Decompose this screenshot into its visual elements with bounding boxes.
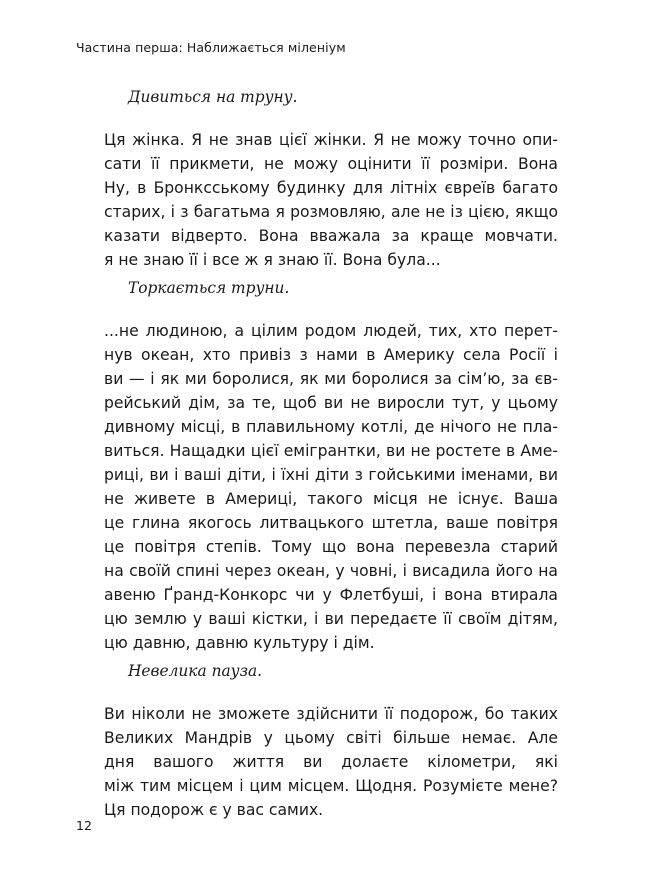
text-line: дня вашого життя ви долаєте кілометри, які (104, 753, 558, 771)
text-line: Ви ніколи не зможете здійснити її подорож, бо таких (104, 705, 558, 723)
running-head: Частина перша: Наближається міленіум (76, 40, 346, 55)
text-line: Великих Мандрів у цьому світі більше немає. Але (104, 729, 558, 747)
text-line: це глина якогось литвацького штетла, ваше повітря (104, 514, 558, 532)
text-line: авеню Ґранд-Конкорс чи у Флетбуші, і вона втирала (104, 586, 558, 604)
text-line: дивному місці, в плавильному котлі, де нічого не пла- (104, 418, 558, 436)
text-line: я не знаю її і все ж я знаю її. Вона була... (104, 251, 441, 269)
stage-direction: Дивиться на труну. (128, 88, 298, 106)
text-line: сати її прикмети, не можу оцінити її розміри. Вона (104, 155, 558, 173)
text-line: Ця жінка. Я не знав цієї жінки. Я не можу точно опи- (104, 131, 558, 149)
text-line: ...не людиною, а цілим родом людей, тих, хто перет- (104, 322, 558, 340)
text-line: це повітря степів. Тому що вона перевезла старий (104, 538, 558, 556)
text-line: виться. Нащадки цієї емігрантки, ви не ростете в Аме- (104, 442, 558, 460)
text-line: цю землю у ваші кістки, і ви передаєте її своїм дітям, (104, 610, 558, 628)
text-line: Ця подорож є у вас самих. (104, 801, 324, 819)
text-line: рейський дім, за те, щоб ви не виросли тут, у цьому (104, 394, 558, 412)
text-line: нув океан, хто привіз з нами в Америку села Росії і (104, 346, 558, 364)
text-line: риці, ви і ваші діти, і їхні діти з гойськими іменами, ви (104, 466, 558, 484)
text-line: казати відверто. Вона вважала за краще мовчати. (104, 227, 558, 245)
stage-direction: Торкається труни. (128, 279, 290, 297)
stage-direction: Невелика пауза. (128, 662, 263, 680)
text-line: між тим місцем і цим місцем. Щодня. Розумієте мене? (104, 777, 558, 795)
text-line: не живете в Америці, такого місця не існує. Ваша (104, 490, 558, 508)
text-line: Ну, в Бронксському будинку для літніх євреїв багато (104, 179, 558, 197)
text-line: ви — і як ми боролися, як ми боролися за сім’ю, за єв- (104, 370, 558, 388)
text-line: на своїй спині через океан, у човні, і висадила його на (104, 562, 558, 580)
text-line: цю давню, давню культуру і дім. (104, 634, 375, 652)
text-line: старих, і з багатьма я розмовляю, але не із цією, якщо (104, 203, 558, 221)
page-number: 12 (76, 818, 92, 833)
